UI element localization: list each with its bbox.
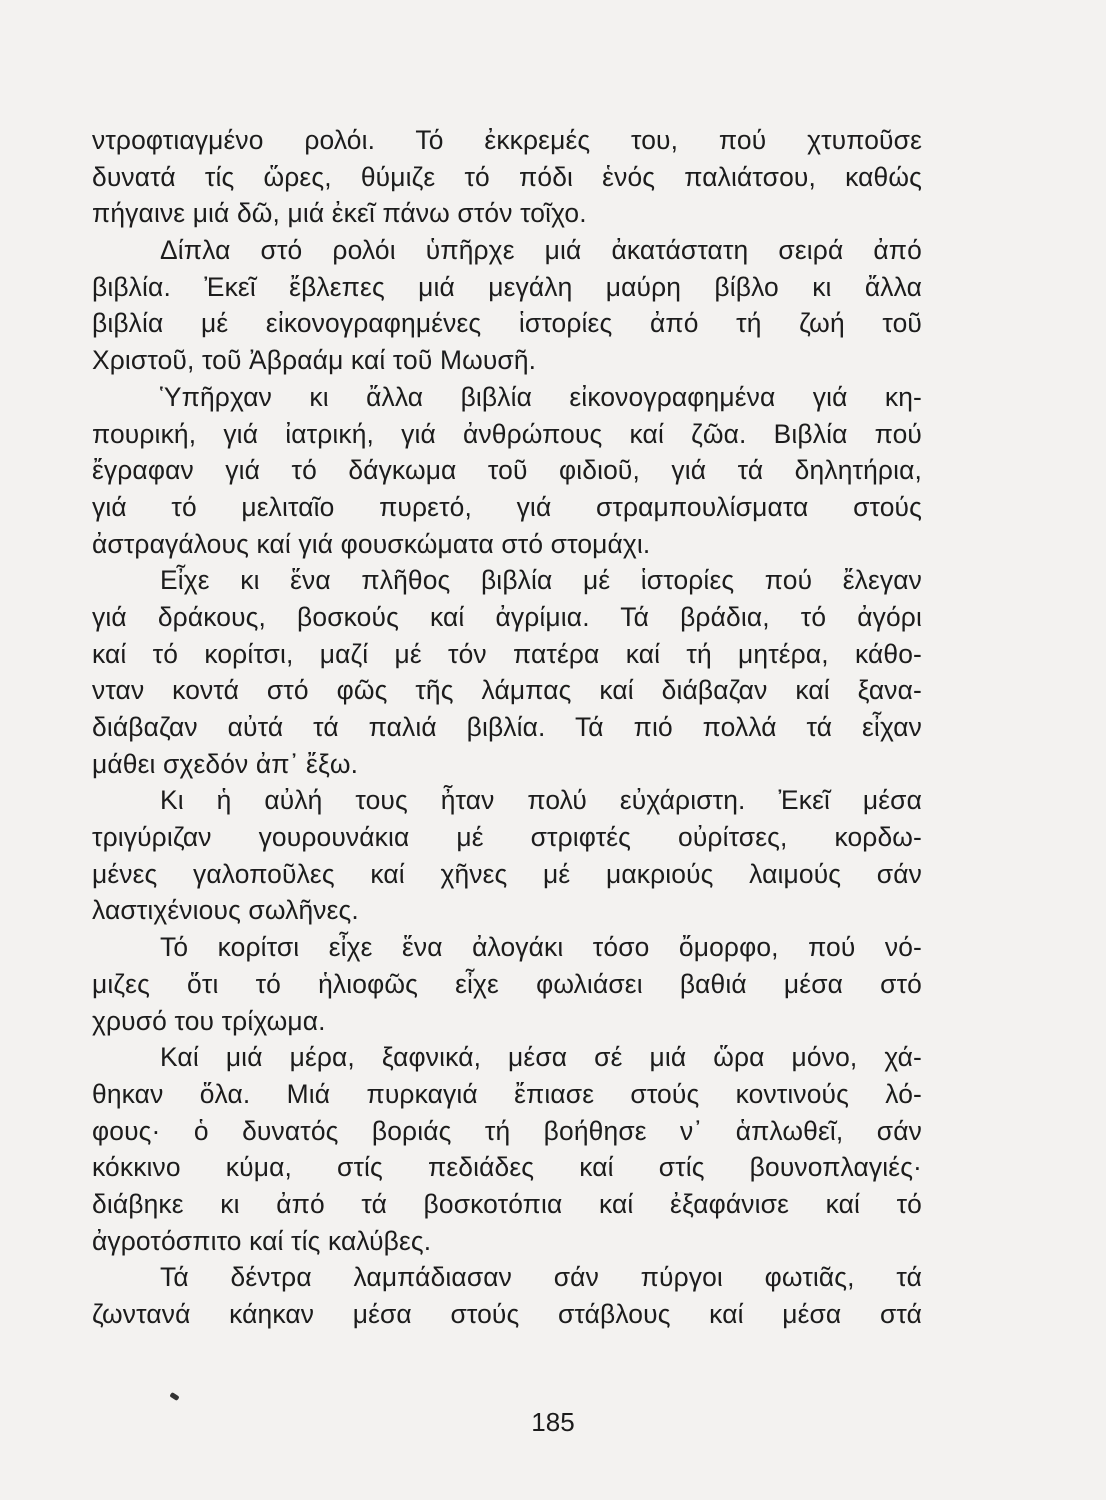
- text-line: Εἶχε κι ἕνα πλῆθος βιβλία μέ ἱστορίες πού ἔλεγαν: [160, 565, 922, 596]
- text-line: βιβλία μέ εἰκονογραφημένες ἱστορίες ἀπό τή ζωή τοῦ: [92, 308, 922, 339]
- text-line: μάθει σχεδόν ἀπ᾽ ἔξω.: [92, 748, 359, 779]
- text-line: μένες γαλοποῦλες καί χῆνες μέ μακριούς λαιμούς σάν: [92, 858, 922, 889]
- text-line: διάβαζαν αὐτά τά παλιά βιβλία. Τά πιό πολλά τά εἶχαν: [92, 712, 922, 742]
- text-line: θηκαν ὅλα. Μιά πυρκαγιά ἔπιασε στούς κοντινούς λό-: [92, 1078, 922, 1109]
- text-line: μιζες ὅτι τό ἡλιοφῶς εἶχε φωλιάσει βαθιά μέσα στό: [92, 968, 922, 999]
- text-line: ζωντανά κάηκαν μέσα στούς στάβλους καί μέσα στά: [92, 1299, 922, 1329]
- text-line: δυνατά τίς ὥρες, θύμιζε τό πόδι ἑνός παλιάτσου, καθώς: [92, 161, 922, 192]
- text-line: καί τό κορίτσι, μαζί μέ τόν πατέρα καί τή μητέρα, κάθο-: [92, 638, 922, 669]
- text-line: πουρική, γιά ἰατρική, γιά ἀνθρώπους καί ζῶα. Βιβλία πού: [92, 418, 922, 449]
- text-line: ἀγροτόσπιτο καί τίς καλύβες.: [92, 1225, 432, 1256]
- text-line: Χριστοῦ, τοῦ Ἀβραάμ καί τοῦ Μωυσῆ.: [92, 345, 537, 376]
- text-line: λαστιχένιους σωλῆνες.: [92, 895, 359, 926]
- text-line: βιβλία. Ἐκεῖ ἔβλεπες μιά μεγάλη μαύρη βίβλο κι ἄλλα: [92, 271, 922, 302]
- text-line: γιά δράκους, βοσκούς καί ἀγρίμια. Τά βράδια, τό ἀγόρι: [92, 601, 922, 632]
- text-line: διάβηκε κι ἀπό τά βοσκοτόπια καί ἐξαφάνισε καί τό: [92, 1188, 922, 1219]
- text-line: Δίπλα στό ρολόι ὑπῆρχε μιά ἀκατάστατη σειρά ἀπό: [160, 235, 922, 266]
- text-line: χρυσό του τρίχωμα.: [92, 1005, 326, 1036]
- page-number: 185: [531, 1407, 575, 1437]
- text-line: τριγύριζαν γουρουνάκια μέ στριφτές οὐρίτσες, κορδω-: [92, 822, 922, 853]
- text-line: νταν κοντά στό φῶς τῆς λάμπας καί διάβαζαν καί ξανα-: [92, 675, 922, 706]
- text-line: φους· ὁ δυνατός βοριάς τή βοήθησε ν᾽ ἁπλωθεῖ, σάν: [92, 1115, 922, 1146]
- ink-speck: [169, 1392, 179, 1401]
- text-line: Καί μιά μέρα, ξαφνικά, μέσα σέ μιά ὥρα μόνο, χά-: [160, 1042, 922, 1073]
- text-line: Ὑπῆρχαν κι ἄλλα βιβλία εἰκονογραφημένα γιά κη-: [160, 381, 922, 412]
- text-line: ντροφτιαγμένο ρολόι. Τό ἐκκρεμές του, πού χτυποῦσε: [92, 125, 922, 155]
- text-line: πήγαινε μιά δῶ, μιά ἐκεῖ πάνω στόν τοῖχο.: [92, 198, 587, 229]
- text-line: Τό κορίτσι εἶχε ἕνα ἀλογάκι τόσο ὄμορφο, πού νό-: [160, 932, 922, 963]
- text-line: ἔγραφαν γιά τό δάγκωμα τοῦ φιδιοῦ, γιά τά δηλητήρια,: [92, 455, 922, 486]
- text-line: Τά δέντρα λαμπάδιασαν σάν πύργοι φωτιᾶς, τά: [160, 1262, 922, 1293]
- text-line: Κι ἡ αὐλή τους ἦταν πολύ εὐχάριστη. Ἐκεῖ μέσα: [160, 785, 922, 816]
- text-line: κόκκινο κύμα, στίς πεδιάδες καί στίς βουνοπλαγιές·: [92, 1152, 922, 1183]
- text-line: γιά τό μελιταῖο πυρετό, γιά στραμπουλίσματα στούς: [92, 491, 922, 522]
- text-line: ἀστραγάλους καί γιά φουσκώματα στό στομάχι.: [92, 528, 651, 559]
- body-text: [92, 122, 922, 1333]
